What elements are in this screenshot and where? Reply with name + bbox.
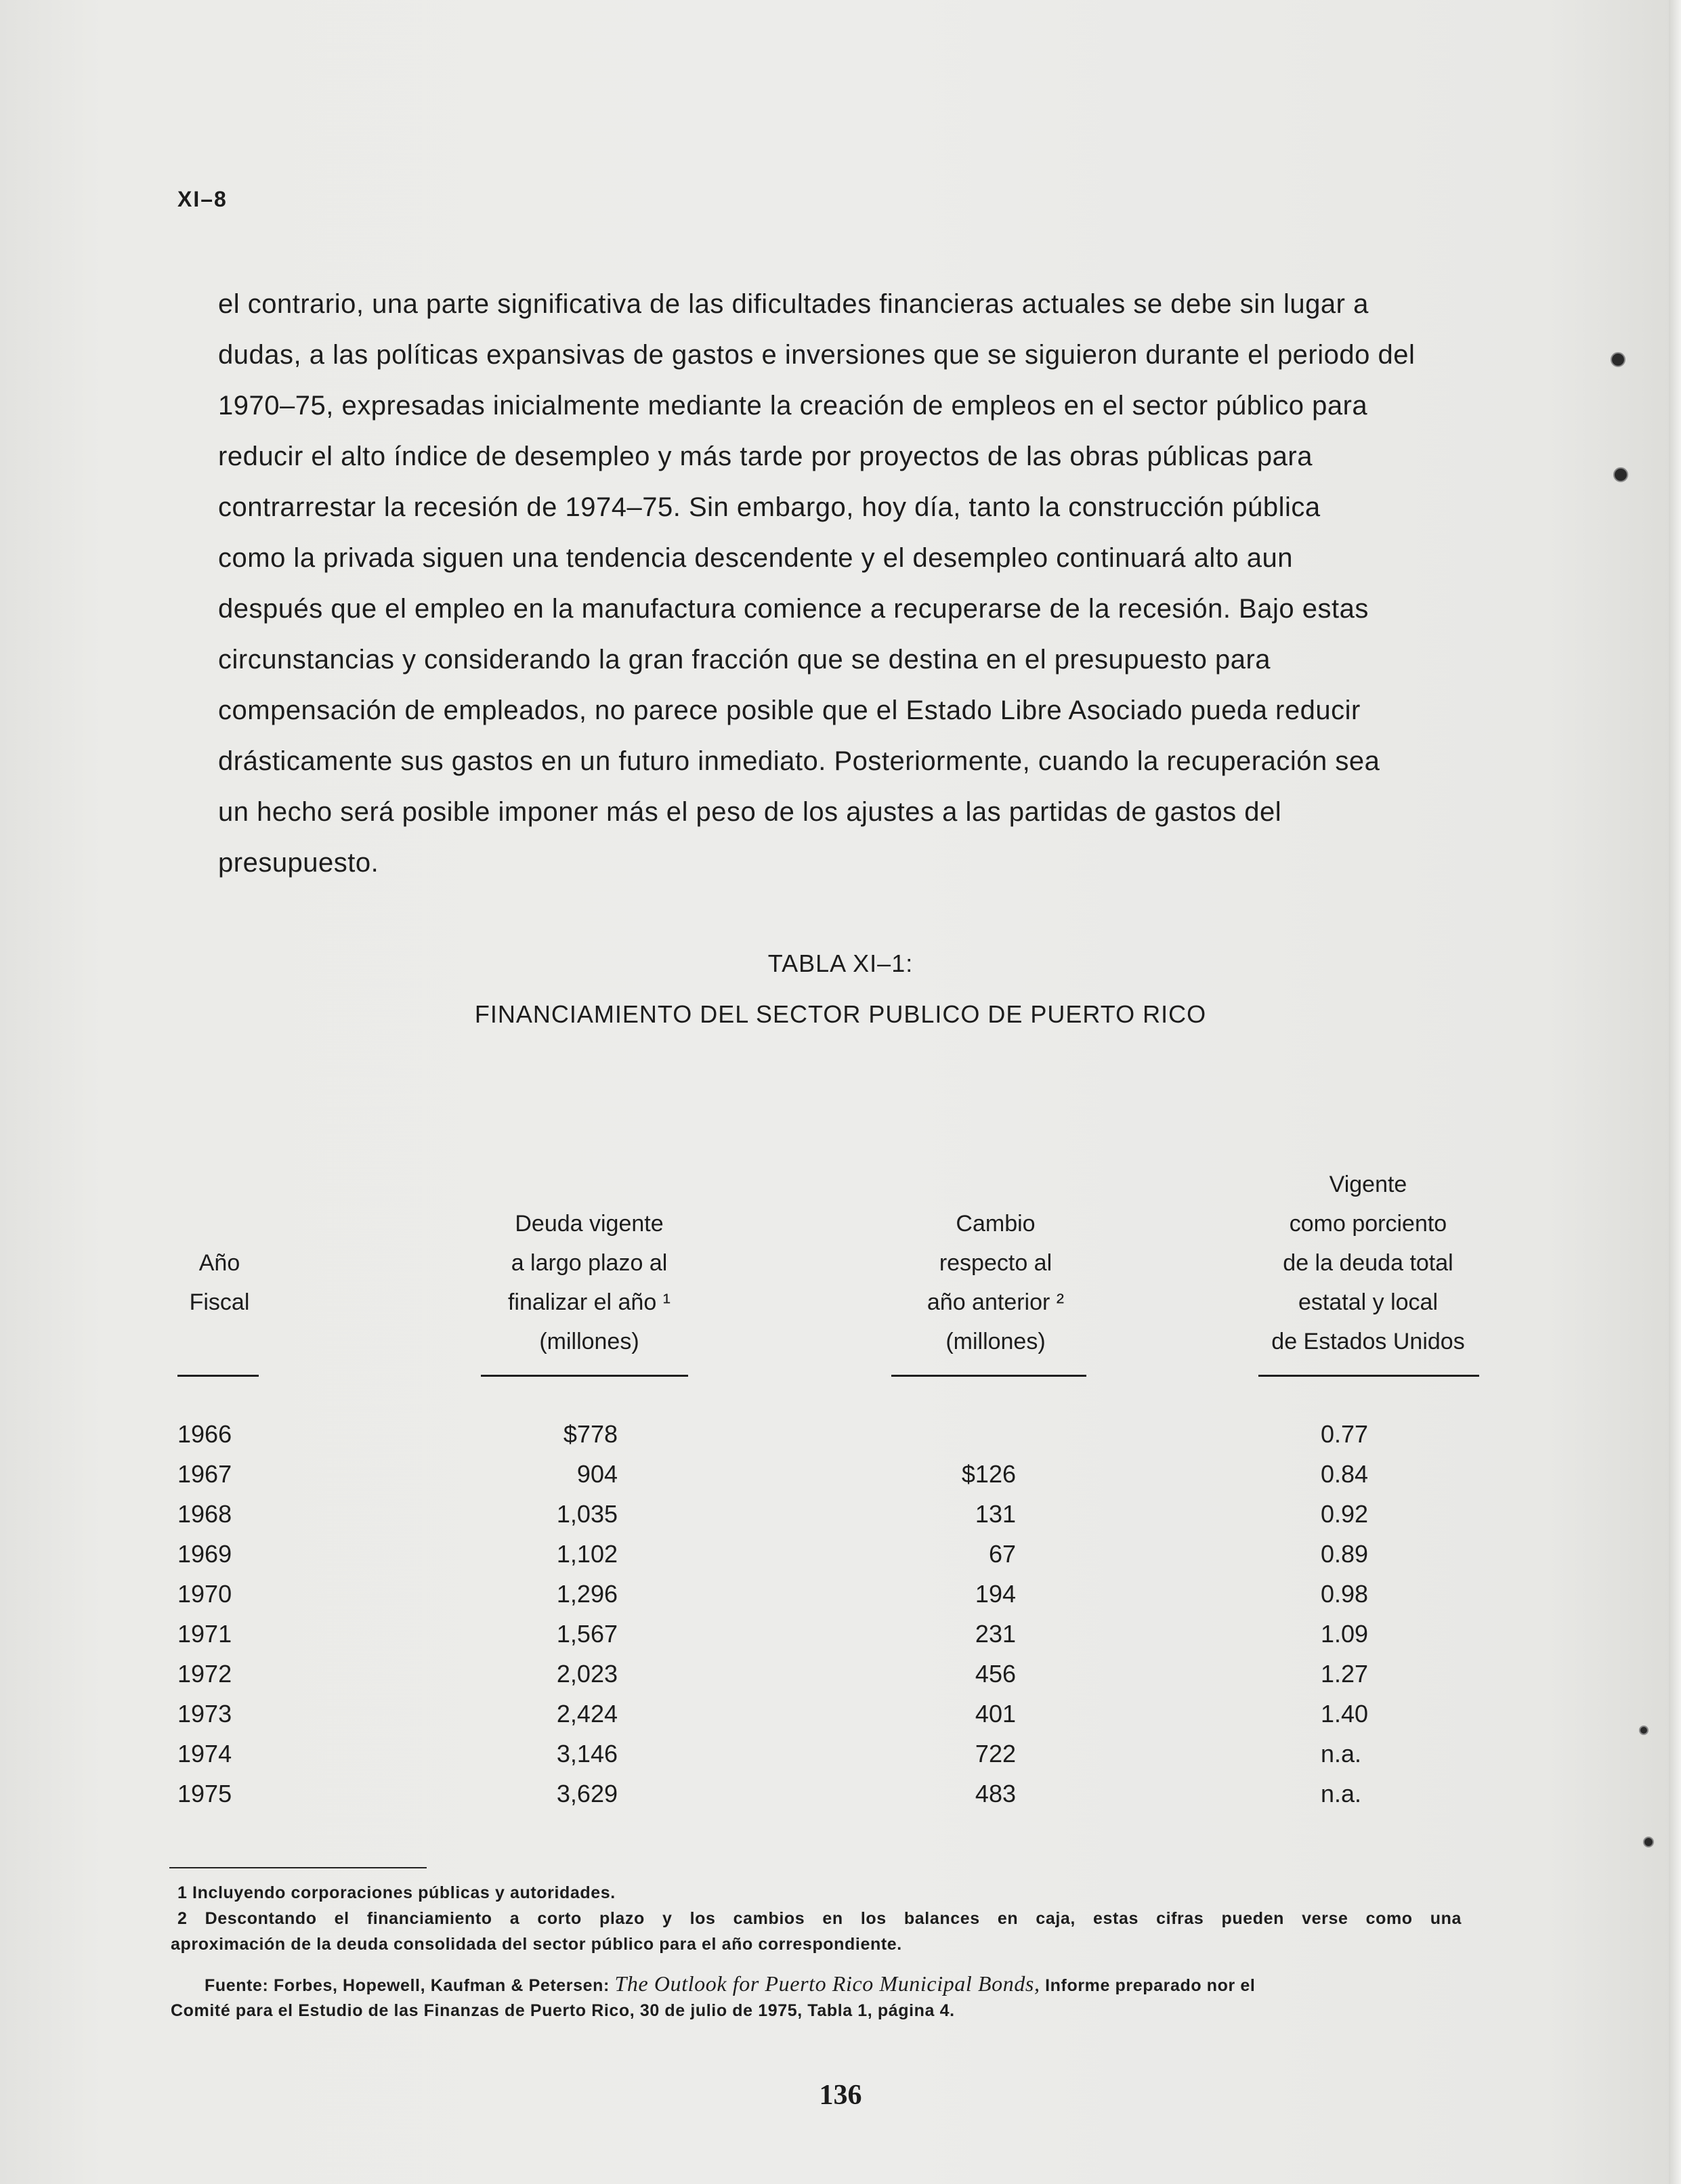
punch-hole-mark xyxy=(1643,1837,1654,1847)
cell-debt: $778 xyxy=(563,1420,618,1448)
cell-year: 1967 xyxy=(177,1460,232,1488)
page-number: 136 xyxy=(819,2080,862,2111)
page-edge xyxy=(1669,0,1681,2184)
cell-percent: 1.40 xyxy=(1321,1700,1369,1728)
paragraph-line: circunstancias y considerando la gran fracción que se destina en el presupuesto para xyxy=(218,645,1271,675)
header-percent xyxy=(1219,1165,1517,1361)
cell-year: 1968 xyxy=(177,1500,232,1528)
header-year xyxy=(152,1243,287,1322)
header-line: Cambio xyxy=(956,1211,1036,1237)
cell-year: 1973 xyxy=(177,1700,232,1728)
header-line: de la deuda total xyxy=(1283,1250,1453,1276)
header-line: año anterior ² xyxy=(927,1289,1065,1315)
header-change xyxy=(853,1204,1138,1361)
cell-change: 231 xyxy=(975,1620,1016,1648)
header-line: estatal y local xyxy=(1298,1289,1438,1315)
header-rule xyxy=(1258,1375,1479,1377)
cell-change: 67 xyxy=(988,1540,1016,1568)
table-title: FINANCIAMIENTO DEL SECTOR PUBLICO DE PUERTO RICO xyxy=(474,1000,1207,1028)
header-line: como porciento xyxy=(1289,1211,1447,1237)
cell-percent: 0.84 xyxy=(1321,1460,1369,1488)
paragraph-line: después que el empleo en la manufactura comience a recuperarse de la recesión. Bajo estas xyxy=(218,594,1369,624)
header-line: respecto al xyxy=(939,1250,1052,1276)
header-line: Vigente xyxy=(1329,1172,1407,1197)
punch-hole-mark xyxy=(1639,1726,1648,1735)
cell-year: 1975 xyxy=(177,1780,232,1807)
footnote-2-line-2: aproximación de la deuda consolidada del sector público para el año correspondiente. xyxy=(171,1935,902,1954)
cell-change: $126 xyxy=(961,1460,1016,1488)
paragraph-line: reducir el alto índice de desempleo y más tarde por proyectos de las obras públicas para xyxy=(218,442,1313,471)
cell-year: 1970 xyxy=(177,1580,232,1608)
cell-percent: 0.77 xyxy=(1321,1420,1369,1448)
source-suffix: Informe preparado nor el xyxy=(1040,1976,1256,1995)
paragraph-line: compensación de empleados, no parece posible que el Estado Libre Asociado pueda reducir xyxy=(218,695,1361,725)
punch-hole-mark xyxy=(1611,352,1625,367)
cell-debt: 1,567 xyxy=(556,1620,618,1648)
body-paragraph xyxy=(218,279,1455,888)
source-title: The Outlook for Puerto Rico Municipal Bonds, xyxy=(614,1971,1040,1996)
source-line-2: Comité para el Estudio de las Finanzas de Puerto Rico, 30 de julio de 1975, Tabla 1, página 4. xyxy=(171,2001,955,2020)
cell-percent: 0.92 xyxy=(1321,1500,1369,1528)
cell-debt: 1,102 xyxy=(556,1540,618,1568)
cell-year: 1969 xyxy=(177,1540,232,1568)
cell-percent: 1.09 xyxy=(1321,1620,1369,1648)
cell-change: 483 xyxy=(975,1780,1016,1807)
cell-percent: 0.89 xyxy=(1321,1540,1369,1568)
paragraph-line: contrarrestar la recesión de 1974–75. Sin embargo, hoy día, tanto la construcción pública xyxy=(218,492,1321,522)
cell-percent: 1.27 xyxy=(1321,1660,1369,1688)
header-line: Año xyxy=(198,1250,240,1276)
paragraph-line: como la privada siguen una tendencia descendente y el desempleo continuará alto aun xyxy=(218,543,1294,573)
source-line-1 xyxy=(205,1971,1462,1998)
cell-change: 456 xyxy=(975,1660,1016,1688)
header-line: (millones) xyxy=(945,1329,1046,1354)
header-debt xyxy=(447,1204,731,1361)
cell-debt: 1,035 xyxy=(556,1500,618,1528)
cell-year: 1971 xyxy=(177,1620,232,1648)
cell-debt: 1,296 xyxy=(556,1580,618,1608)
cell-change: 401 xyxy=(975,1700,1016,1728)
header-line: a largo plazo al xyxy=(511,1250,668,1276)
page-code: XI–8 xyxy=(177,187,228,211)
footnote-2-line-1: 2 Descontando el financiamiento a corto plazo y los cambios en los balances en caja, estas cifras pueden verse como una xyxy=(177,1909,1462,1928)
cell-debt: 3,629 xyxy=(556,1780,618,1807)
cell-change: 131 xyxy=(975,1500,1016,1528)
header-line: (millones) xyxy=(539,1329,639,1354)
punch-hole-mark xyxy=(1613,467,1628,482)
cell-debt: 904 xyxy=(576,1460,618,1488)
header-rule xyxy=(177,1375,259,1377)
footnote-1: 1 Incluyendo corporaciones públicas y autoridades. xyxy=(177,1883,616,1902)
cell-percent: 0.98 xyxy=(1321,1580,1369,1608)
header-line: Fiscal xyxy=(189,1289,250,1315)
source-prefix: Fuente: Forbes, Hopewell, Kaufman & Petersen: xyxy=(205,1976,615,1995)
footnote-rule xyxy=(169,1867,427,1868)
header-line: finalizar el año ¹ xyxy=(507,1289,671,1315)
cell-change: 722 xyxy=(975,1740,1016,1768)
cell-change: 194 xyxy=(975,1580,1016,1608)
header-line: de Estados Unidos xyxy=(1271,1329,1465,1354)
paragraph-line: drásticamente sus gastos en un futuro inmediato. Posteriormente, cuando la recuperación sea xyxy=(218,746,1380,776)
cell-percent: n.a. xyxy=(1321,1780,1362,1807)
table-label: TABLA XI–1: xyxy=(767,949,914,977)
cell-year: 1966 xyxy=(177,1420,232,1448)
paragraph-line: 1970–75, expresadas inicialmente mediante la creación de empleos en el sector público para xyxy=(218,391,1368,421)
paragraph-line: el contrario, una parte significativa de las dificultades financieras actuales se debe sin lugar a xyxy=(218,289,1369,319)
cell-change xyxy=(908,1414,1016,1454)
header-line: Deuda vigente xyxy=(515,1211,664,1237)
cell-debt: 2,023 xyxy=(556,1660,618,1688)
cell-debt: 2,424 xyxy=(556,1700,618,1728)
header-rule xyxy=(481,1375,688,1377)
cell-percent: n.a. xyxy=(1321,1740,1362,1768)
cell-debt: 3,146 xyxy=(556,1740,618,1768)
paragraph-line: presupuesto. xyxy=(218,848,379,878)
cell-year: 1972 xyxy=(177,1660,232,1688)
header-rule xyxy=(891,1375,1086,1377)
paragraph-line: dudas, a las políticas expansivas de gastos e inversiones que se siguieron durante el periodo del xyxy=(218,340,1416,370)
cell-year: 1974 xyxy=(177,1740,232,1768)
paragraph-line: un hecho será posible imponer más el peso de los ajustes a las partidas de gastos del xyxy=(218,797,1282,827)
